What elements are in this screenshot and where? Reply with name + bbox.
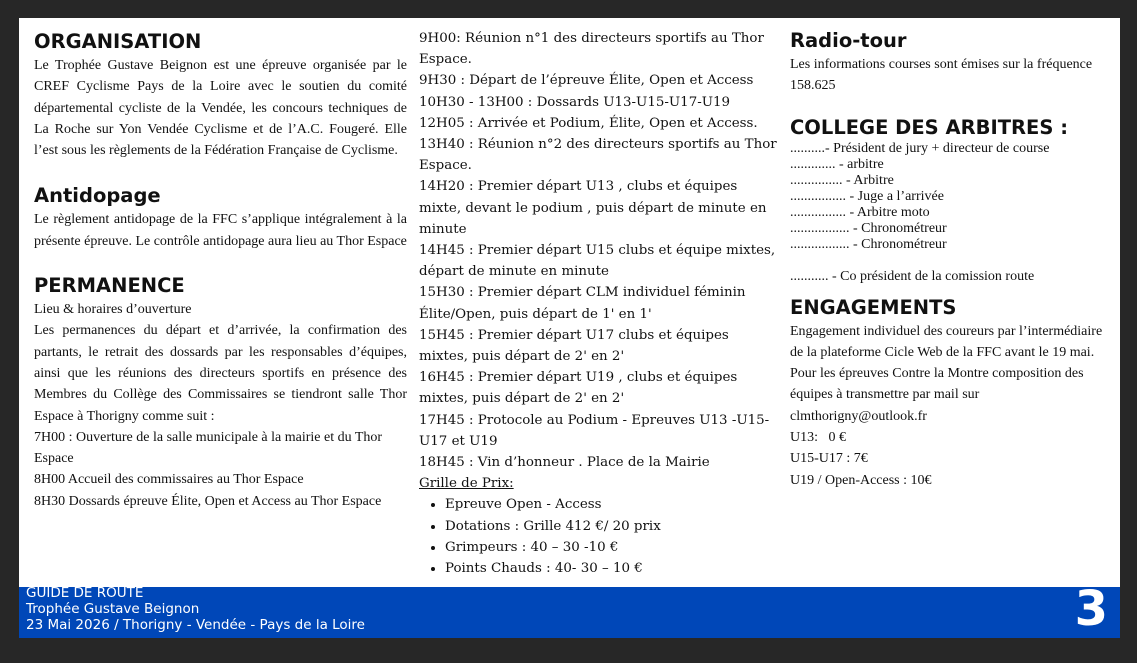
schedule-item: 10H30 - 13H00 : Dossards U13-U15-U17-U19 [419, 94, 731, 110]
engagements-line: U19 / Open-Access : 10€ [790, 472, 932, 488]
permanence-text: Les permanences du départ et d’arrivée, la confirmation des partants, le retrait des dossards par les responsables d’équipes, ainsi que les réunions des directeurs sportifs en présence des Membres du Collège des Commissaires se tiendront salle Thor Espace à Thorigny comme suit : [34, 323, 407, 424]
schedule-item: 9H30 : Départ de l’épreuve Élite, Open et Access [419, 73, 754, 89]
prix-item: • Points Chauds : 40- 30 – 10 € [445, 558, 781, 579]
engagements-email: clmthorigny@outlook.fr [790, 408, 927, 424]
schedule-item: 13H40 : Réunion n°2 des directeurs sportifs au Thor Espace. [419, 137, 777, 174]
schedule-item: 16H45 : Premier départ U19 , clubs et équipes mixtes, puis départ de 2' en 2' [419, 370, 738, 407]
college-item: ............... - Arbitre [790, 172, 894, 188]
permanence-subtitle: Lieu & horaires d’ouverture [34, 302, 192, 318]
schedule-item: 15H30 : Premier départ CLM individuel féminin Élite/Open, puis départ de 1' en 1' [419, 285, 746, 322]
permanence-item: 7H00 : Ouverture de la salle municipale à la mairie et du Thor Espace [34, 429, 383, 467]
engagements-line: U15-U17 : 7€ [790, 451, 868, 467]
schedule-item: 9H00: Réunion n°1 des directeurs sportifs au Thor Espace. [419, 31, 764, 68]
schedule-item: 18H45 : Vin d’honneur . Place de la Mairie [419, 455, 710, 471]
college-item: ................ - Juge a l’arrivée [790, 188, 944, 204]
schedule-item: 12H05 : Arrivée et Podium, Élite, Open et Access. [419, 115, 758, 131]
permanence-item: 8H30 Dossards épreuve Élite, Open et Access au Thor Espace [34, 493, 382, 509]
right-column [790, 18, 1112, 491]
college-extra: ........... - Co président de la comission route [790, 268, 1035, 284]
schedule-item: 14H20 : Premier départ U13 , clubs et équipes mixte, devant le podium , puis départ de minute en minute [419, 179, 767, 237]
college-item: ................. - Chronométreur [790, 220, 947, 236]
engagements-line: Engagement individuel des coureurs par l’intermédiaire de la plateforme Cicle Web de la FFC avant le 19 mai. [790, 323, 1103, 360]
footer-bar [19, 581, 1120, 638]
antidopage-title: Antidopage [34, 184, 161, 208]
engagements-line: U13: 0 € [790, 430, 846, 446]
page [19, 18, 1120, 638]
antidopage-text: Le règlement antidopage de la FFC s’applique intégralement à la présente épreuve. Le contrôle antidopage aura lieu au Thor Espace [34, 212, 407, 249]
organisation-text: Le Trophée Gustave Beignon est une épreuve organisée par le CREF Cyclisme Pays de la Loire avec le soutien du comité départemental cycliste de la Vendée, les concours techniques de La Roche sur Yon Vendée Cyclisme et de l’A.C. Fougeré. Elle l’est sous les règlements de la Fédération Française de Cyclisme. [34, 58, 407, 159]
college-item: ..........- Président de jury + directeur de course [790, 140, 1050, 156]
prix-item: • Grimpeurs : 40 – 30 -10 € [445, 537, 781, 558]
engagements-title: ENGAGEMENTS [790, 295, 957, 319]
page-number: 3 [1074, 581, 1108, 637]
prix-item: • Epreuve Open - Access [445, 494, 781, 515]
college-item: ................. - Chronométreur [790, 236, 947, 252]
middle-column [419, 28, 781, 579]
schedule-item: 14H45 : Premier départ U15 clubs et équipe mixtes, départ de minute en minute [419, 243, 776, 280]
left-column [34, 18, 407, 512]
radio-title: Radio-tour [790, 29, 907, 52]
schedule-item: 15H45 : Premier départ U17 clubs et équipes mixtes, puis départ de 2' en 2' [419, 327, 729, 365]
schedule-item: 17H45 : Protocole au Podium - Epreuves U13 -U15-U17 et U19 [419, 412, 770, 449]
footer-text [26, 585, 365, 633]
permanence-item: 8H00 Accueil des commissaires au Thor Espace [34, 472, 304, 488]
organisation-title: ORGANISATION [34, 30, 202, 53]
permanence-title: PERMANENCE [34, 274, 185, 298]
prix-title: Grille de Prix: [419, 476, 514, 492]
engagements-line: Pour les épreuves Contre la Montre composition des équipes à transmettre par mail sur [790, 366, 1084, 403]
college-title: COLLEGE DES ARBITRES : [790, 115, 1069, 139]
college-item: ................ - Arbitre moto [790, 204, 930, 220]
footer-guide-label: GUIDE DE ROUTE [26, 585, 144, 601]
radio-text: Les informations courses sont émises sur la fréquence 158.625 [790, 57, 1093, 94]
footer-date-location: 23 Mai 2026 / Thorigny - Vendée - Pays de la Loire [26, 617, 365, 633]
college-item: ............. - arbitre [790, 156, 884, 172]
footer-event-name: Trophée Gustave Beignon [26, 601, 200, 617]
prix-item: • Dotations : Grille 412 €/ 20 prix [445, 516, 781, 537]
prix-list [419, 494, 781, 579]
